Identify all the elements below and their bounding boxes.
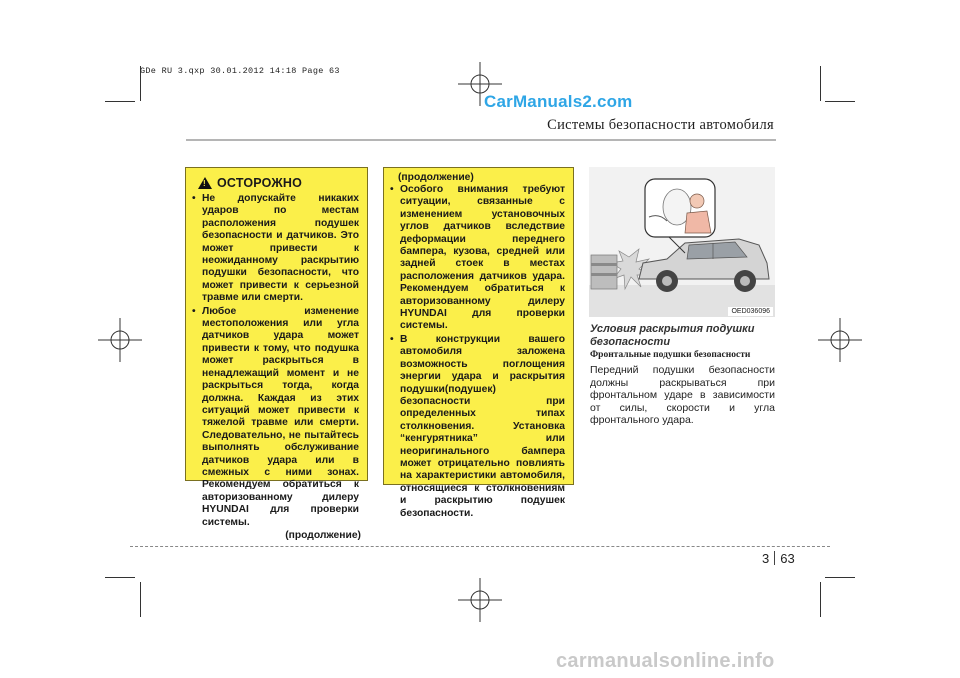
crop-mark [825, 101, 855, 102]
warning-list [384, 184, 573, 520]
watermark-top[interactable]: CarManuals2.com [484, 92, 633, 111]
subheading-front-airbags: Фронтальные подушки безопасности [590, 350, 751, 360]
page-number-separator [774, 551, 775, 565]
warning-box [185, 167, 368, 541]
warning-box-continued [383, 167, 574, 519]
warning-triangle-icon [198, 177, 212, 189]
crop-mark [140, 582, 141, 617]
figure-code: OED036096 [728, 307, 773, 316]
warning-item: • Любое изменение местоположения или угла датчиков удара может привести к тому, что подушка может раскрыться в ненадлежащий момент и не раскрыться тогда, когда должна. Каждая из этих ситуаций может привести к тяжелой травме или смерти. Следовательно, не пытайтесь выполнять обслуживание датчиков удара или в смежных с ними зонах. Рекомендуем обратиться к авторизованному дилеру HYUNDAI для проверки системы. [192, 306, 359, 529]
warning-heading [198, 176, 367, 190]
crop-mark [820, 66, 821, 101]
warning-heading-text: ОСТОРОЖНО [217, 176, 303, 190]
warning-item: • Особого внимания требуют ситуации, связанные с изменением установочных углов датчиков вследствие деформации переднего бампера, кузова, средней или задней стоек в местах расположения датчиков удара. Рекомендуем обратиться к авторизованному дилеру HYUNDAI для проверки системы. [390, 184, 565, 333]
car-crash-image [589, 167, 775, 317]
body-paragraph: Передний подушки безопасности должны раскрываться при фронтальном ударе в зависимости от силы, скорости и угла фронтального удара. [590, 364, 775, 426]
footer-rule [130, 546, 830, 547]
subheading-deployment-conditions: Условия раскрытия подушки безопасности [590, 323, 755, 348]
warning-list [186, 193, 367, 529]
print-header: GDe RU 3.qxp 30.01.2012 14:18 Page 63 [140, 66, 340, 76]
section-title: Системы безопасности автомобиля [547, 117, 774, 133]
crop-mark [820, 582, 821, 617]
watermark-bottom[interactable]: carmanualsonline.info [556, 650, 775, 672]
registration-target [98, 318, 142, 362]
warning-item: • Не допускайте никаких ударов по местам расположения подушек безопасности и датчиков. Это может привести к неожиданному раскрытию подушки безопасности, что может привести к серьезной травме или смерти. [192, 193, 359, 305]
crop-mark [105, 101, 135, 102]
collision-illustration [589, 167, 775, 317]
warning-item: • В конструкции вашего автомобиля заложена возможность поглощения энергии удара и раскрытия подушки(подушек) безопасности при определенных типах столкновения. Установка “кенгурятника” или неоригинального бампера может отрицательно повлиять на характеристики автомобиля, относящиеся к столкновениям и раскрытию подушек безопасности. [390, 334, 565, 520]
crop-mark [825, 577, 855, 578]
continued-label: (продолжение) [398, 172, 474, 183]
continued-label: (продолжение) [285, 529, 361, 541]
registration-target [458, 578, 502, 622]
registration-target [818, 318, 862, 362]
chapter-number: 3 [762, 551, 770, 566]
crop-mark [105, 577, 135, 578]
page-number [762, 551, 795, 566]
section-rule [186, 139, 776, 141]
page-number-value: 63 [780, 551, 795, 566]
